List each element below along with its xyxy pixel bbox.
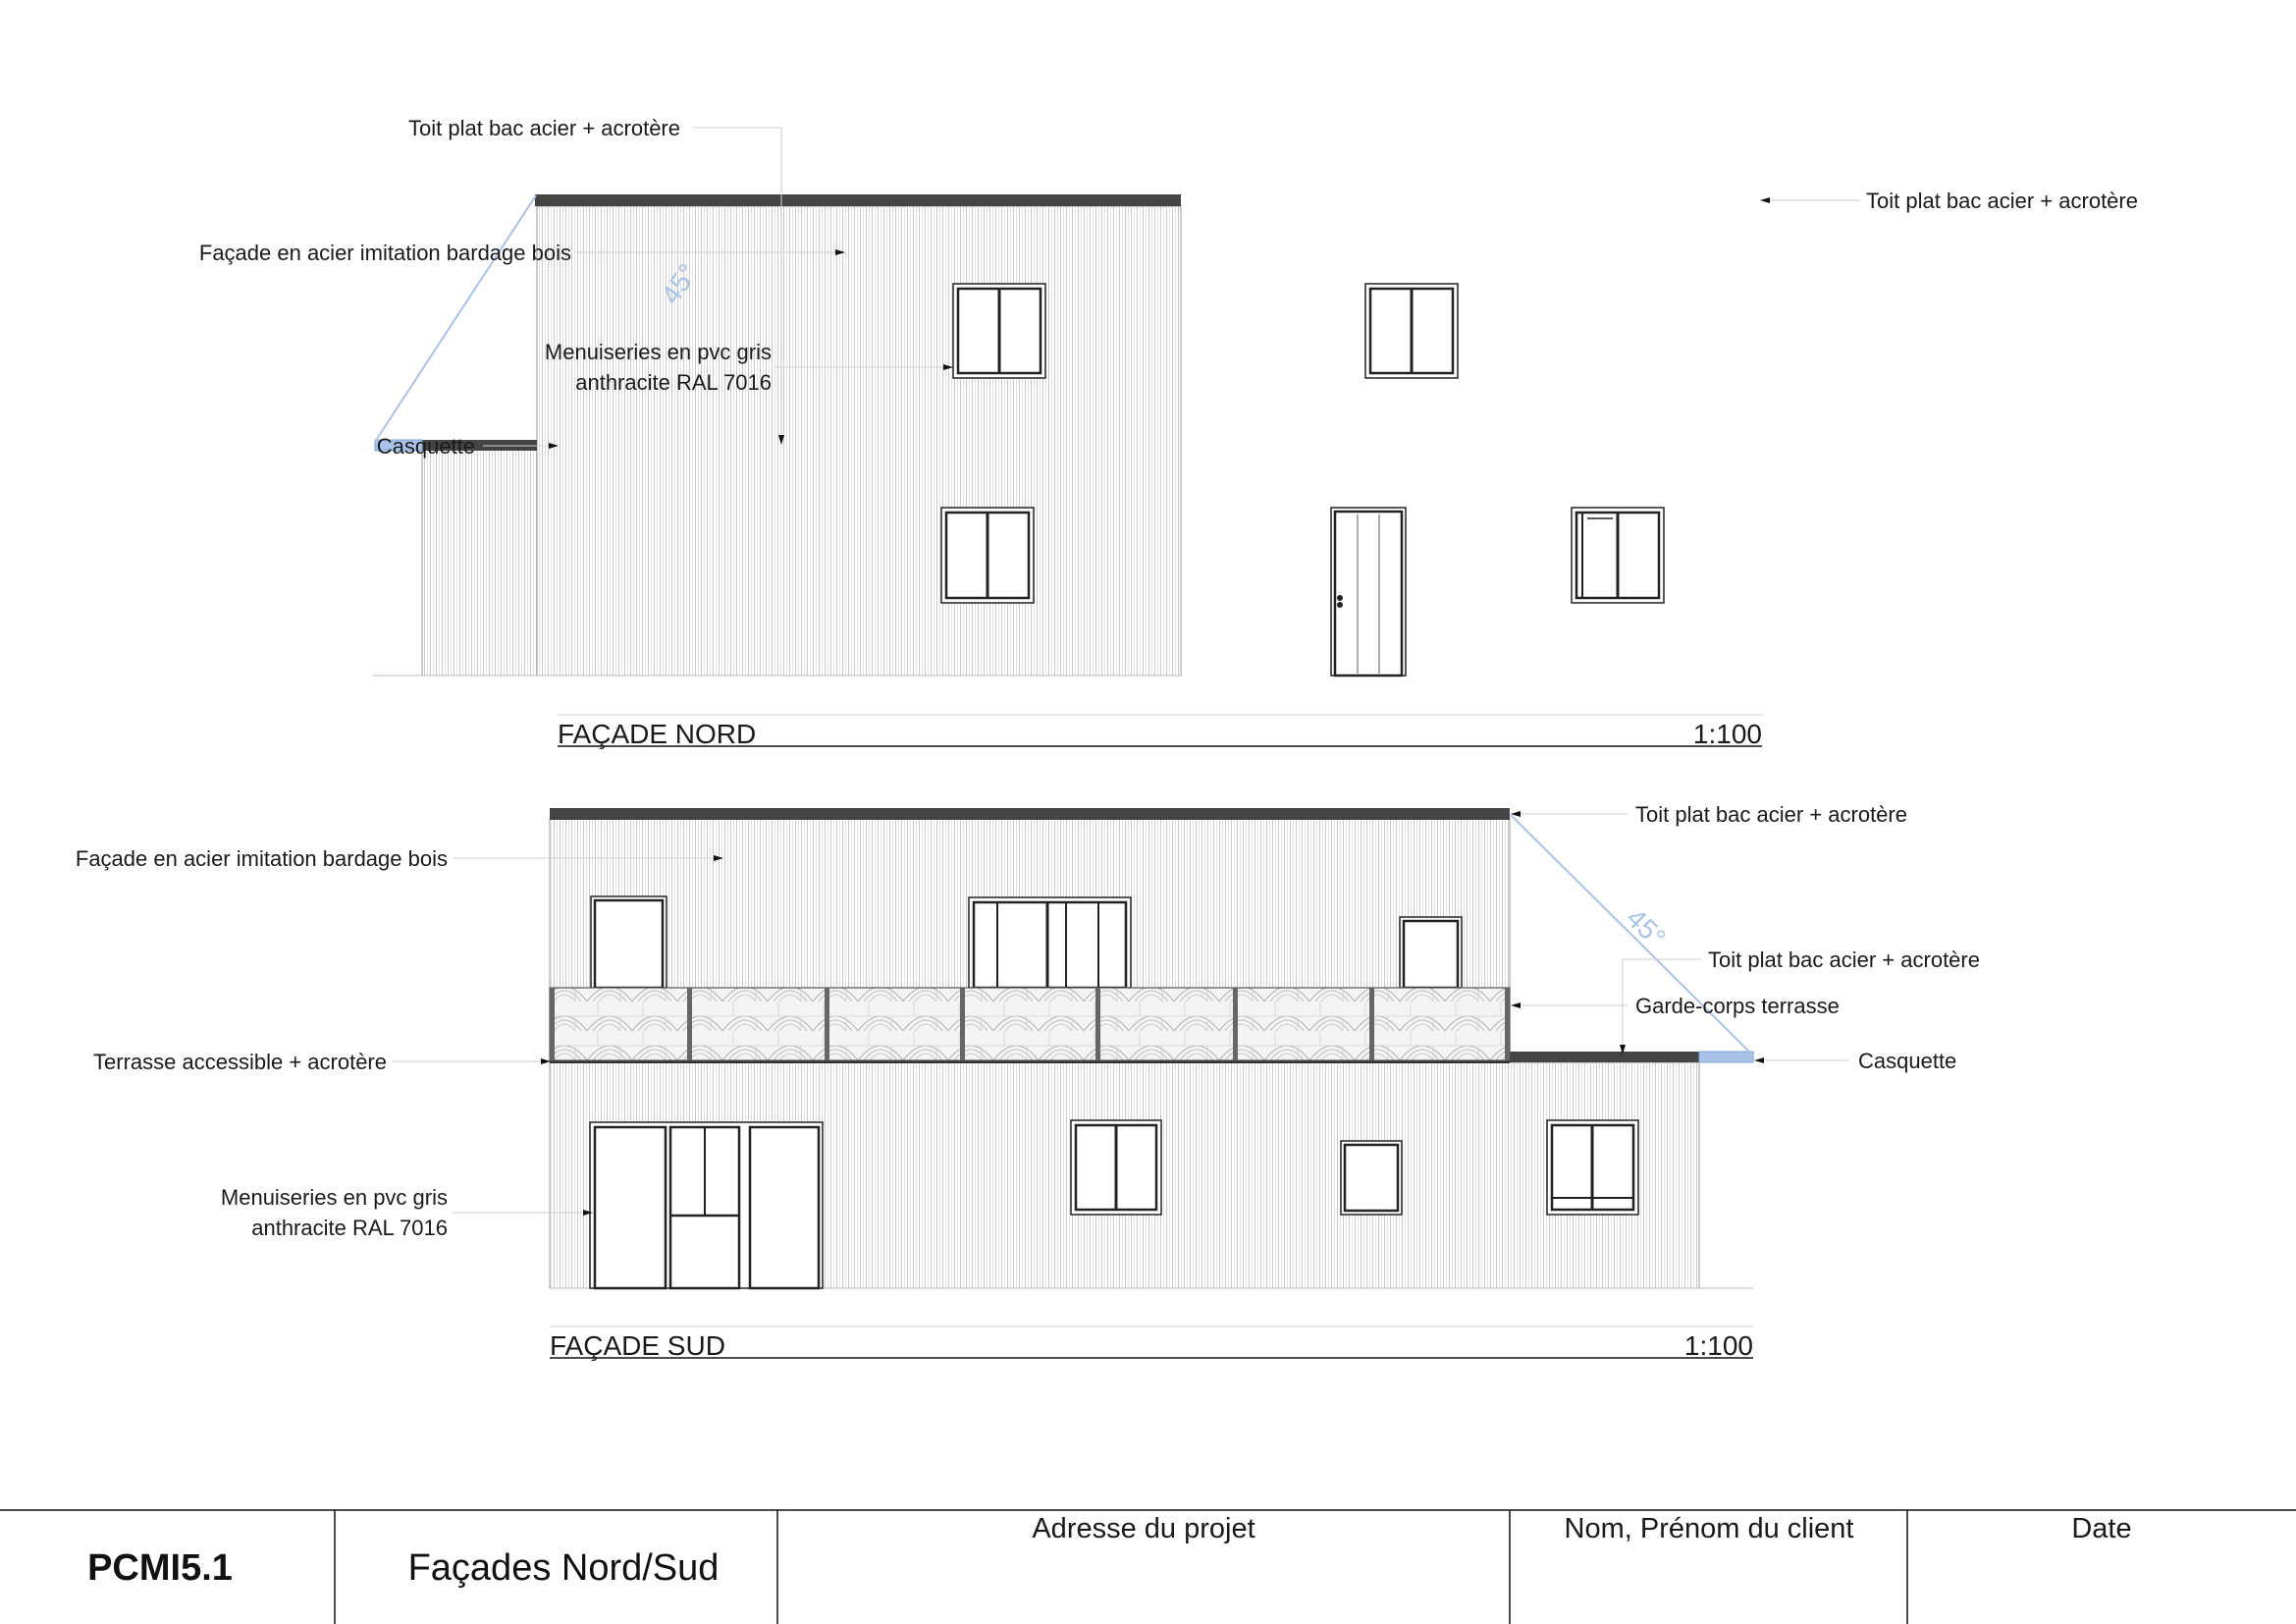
facade-sud: [76, 802, 1980, 1361]
sud-angle-label: 45°: [1620, 902, 1672, 953]
sud-title: FAÇADE SUD: [550, 1330, 725, 1361]
sud-guardrail: [550, 988, 1510, 1060]
sud-label-cladding: Façade en acier imitation bardage bois: [75, 846, 448, 871]
sud-window-upper-left: [591, 896, 667, 988]
sud-scale: 1:100: [1683, 1330, 1753, 1361]
nord-label-canopy: Casquette: [376, 434, 475, 459]
nord-label-joinery-2: anthracite RAL 7016: [575, 370, 772, 395]
nord-main-wall: [537, 206, 1181, 676]
nord-label-cladding: Façade en acier imitation bardage bois: [198, 241, 571, 265]
sud-bay-window-left: [590, 1122, 823, 1288]
nord-entry-door: [1331, 508, 1406, 676]
sud-window-lower-right: [1547, 1120, 1638, 1215]
sud-label-roof-top: Toit plat bac acier + acrotère: [1635, 802, 1907, 827]
sud-label-joinery-2: anthracite RAL 7016: [251, 1216, 448, 1240]
sud-window-lower-center-left: [1071, 1120, 1161, 1215]
sud-window-upper-right: [1400, 917, 1462, 988]
cartouche-code: PCMI5.1: [87, 1547, 233, 1589]
nord-label-roof-right: Toit plat bac acier + acrotère: [1866, 189, 2138, 213]
sud-label-terrace: Terrasse accessible + acrotère: [93, 1050, 387, 1074]
sud-low-roof: [1510, 1052, 1699, 1062]
cartouche: [0, 1510, 2296, 1624]
nord-title: FAÇADE NORD: [558, 719, 757, 749]
nord-label-roof-left: Toit plat bac acier + acrotère: [408, 116, 680, 140]
nord-45-guide: [375, 195, 536, 442]
cartouche-date-header: Date: [2071, 1513, 2132, 1544]
sud-canopy: [1699, 1052, 1753, 1062]
facade-nord: [199, 116, 2138, 749]
nord-window-lower-right: [1572, 508, 1664, 603]
sud-label-canopy: Casquette: [1858, 1049, 1957, 1073]
nord-angle-label: 45°: [655, 257, 704, 310]
cartouche-address-header: Adresse du projet: [1032, 1513, 1255, 1544]
nord-label-joinery-1: Menuiseries en pvc gris: [544, 340, 772, 364]
cartouche-sheet-name: Façades Nord/Sud: [407, 1547, 720, 1589]
sud-label-guardrail: Garde-corps terrasse: [1635, 994, 1840, 1018]
cartouche-client-header: Nom, Prénom du client: [1564, 1513, 1854, 1544]
nord-annex-wall: [422, 450, 537, 676]
nord-scale: 1:100: [1692, 719, 1762, 749]
sud-window-lower-center-right: [1341, 1141, 1402, 1215]
nord-window-upper-left: [953, 284, 1045, 378]
sud-roof-slab: [550, 808, 1510, 820]
nord-window-lower-left: [941, 508, 1034, 603]
nord-window-upper-right: [1365, 284, 1458, 378]
nord-roof-slab: [535, 194, 1181, 206]
sud-window-upper-center: [969, 897, 1131, 988]
sud-label-joinery-1: Menuiseries en pvc gris: [220, 1185, 448, 1210]
sud-label-roof-low: Toit plat bac acier + acrotère: [1708, 947, 1980, 972]
